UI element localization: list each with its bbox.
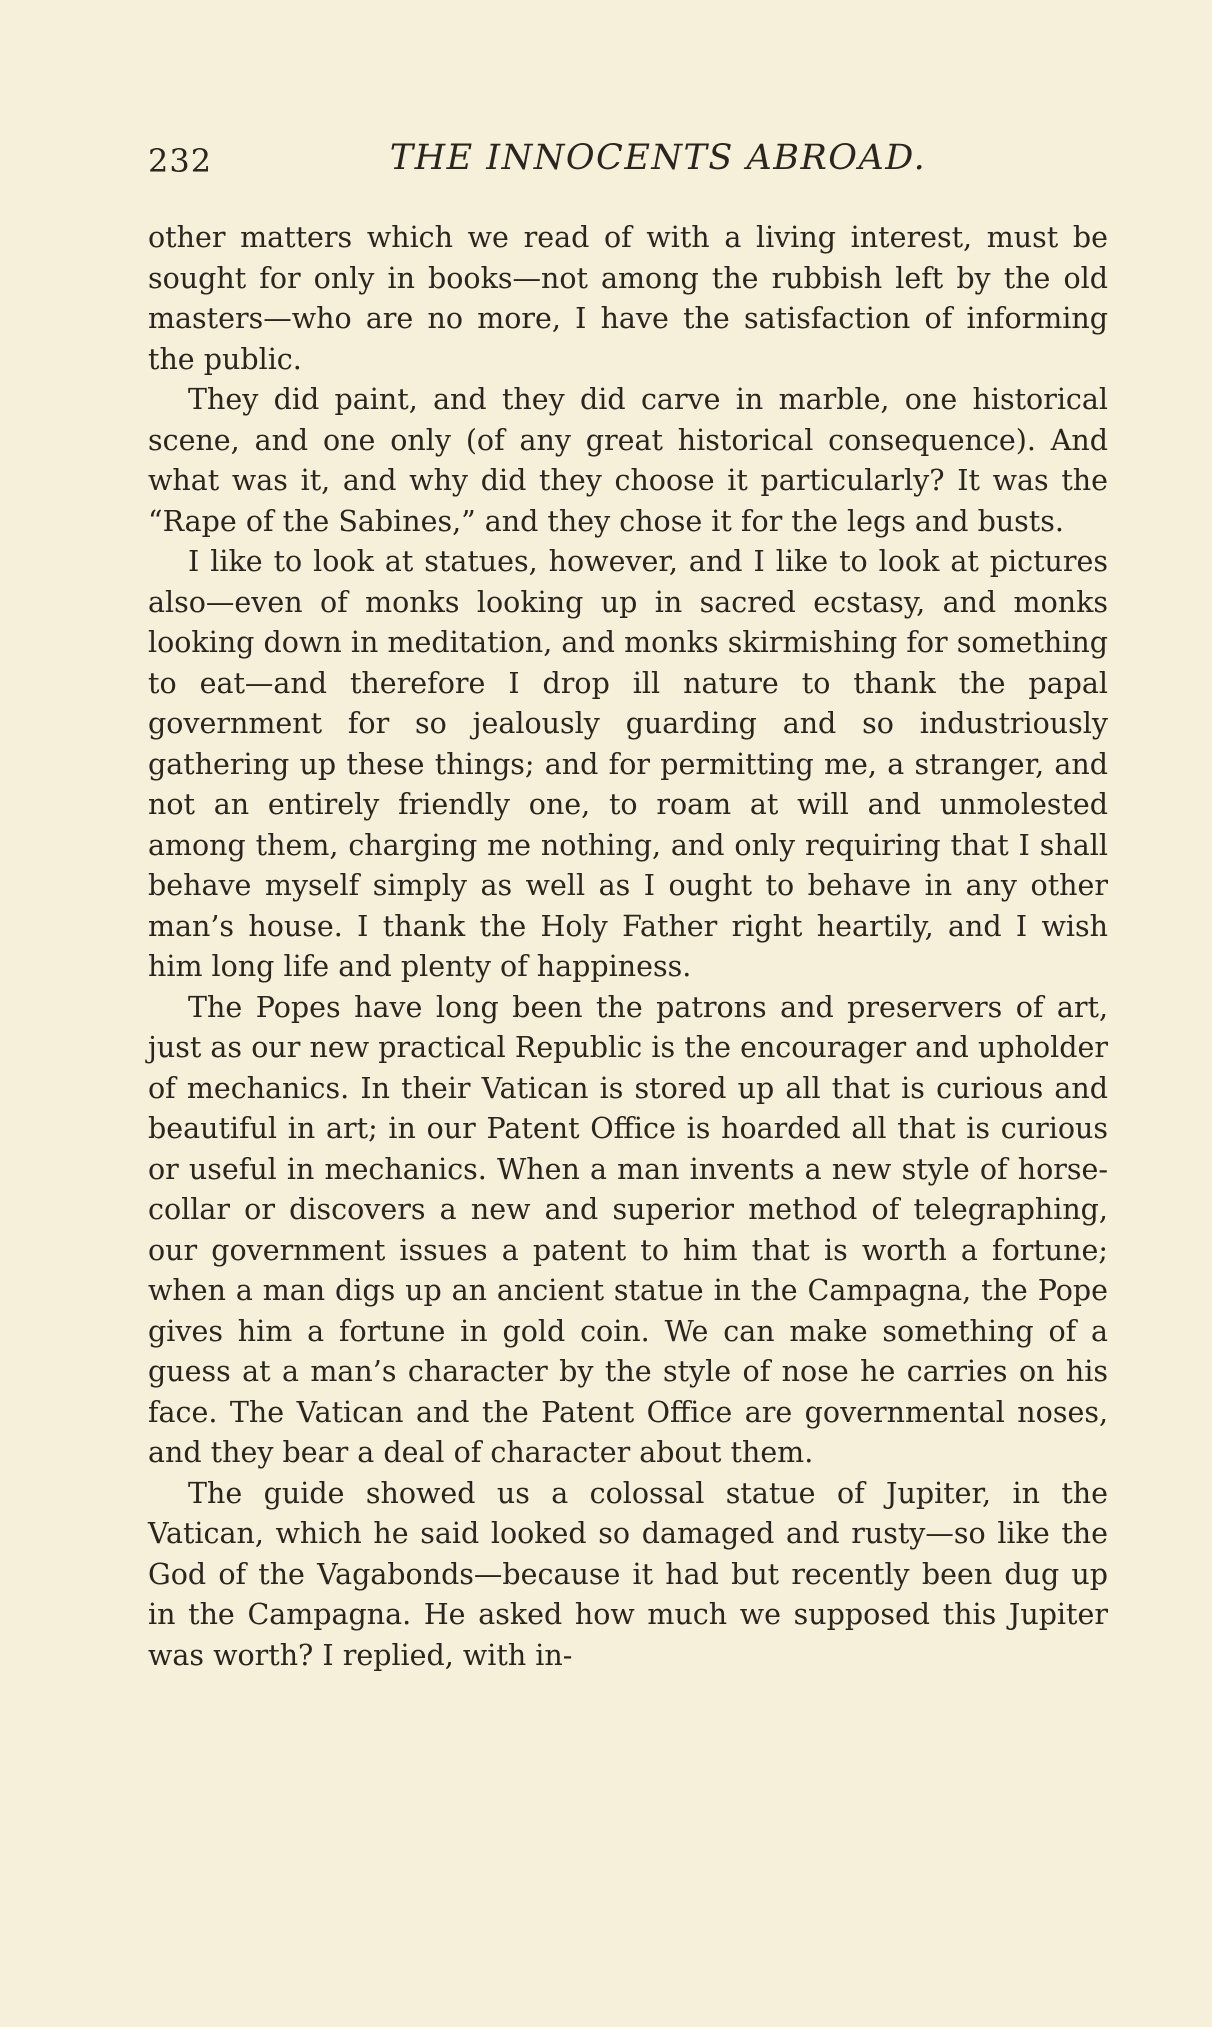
- paragraph-1: other matters which we read of with a living interest, must be sought for only in books—not among the rubbish left by the old masters—who are no more, I have the satisfaction of informing the public.: [148, 221, 1108, 376]
- paragraph-2: They did paint, and they did carve in marble, one historical scene, and one only (of any great historical consequence). And what was it, and why did they choose it particularly? It was the “Rape of the Sabines,” and they chose it for the legs and busts.: [148, 383, 1108, 538]
- running-title: THE INNOCENTS ABROAD.: [389, 138, 927, 178]
- body-text: [148, 218, 1108, 1676]
- paragraph-3: I like to look at statues, however, and I like to look at pictures also—even of monks looking up in sacred ecstasy, and monks looking down in meditation, and monks skirmishing for something to eat—and therefore I drop ill nature to thank the papal government for so jealously guarding and so industriously gathering up these things; and for permitting me, a stranger, and not an entirely friendly one, to roam at will and unmolested among them, charging me nothing, and only requiring that I shall behave myself simply as well as I ought to behave in any other man’s house. I thank the Holy Father right heartily, and I wish him long life and plenty of happiness.: [148, 545, 1108, 983]
- page-header: [148, 138, 1108, 192]
- page-number: 232: [148, 142, 213, 180]
- paragraph-4: The Popes have long been the patrons and preservers of art, just as our new practical Republic is the encourager and upholder of mechanics. In their Vatican is stored up all that is curious and beautiful in art; in our Patent Office is hoarded all that is curious or useful in mechanics. When a man invents a new style of horse-collar or discovers a new and superior method of telegraphing, our government issues a patent to him that is worth a fortune; when a man digs up an ancient statue in the Campagna, the Pope gives him a fortune in gold coin. We can make something of a guess at a man’s character by the style of nose he carries on his face. The Vatican and the Patent Office are governmental noses, and they bear a deal of character about them.: [148, 990, 1108, 1469]
- paragraph-5: The guide showed us a colossal statue of Jupiter, in the Vatican, which he said looked so damaged and rusty—so like the God of the Vagabonds—because it had but recently been dug up in the Campagna. He asked how much we supposed this Jupiter was worth? I replied, with in-: [148, 1476, 1108, 1672]
